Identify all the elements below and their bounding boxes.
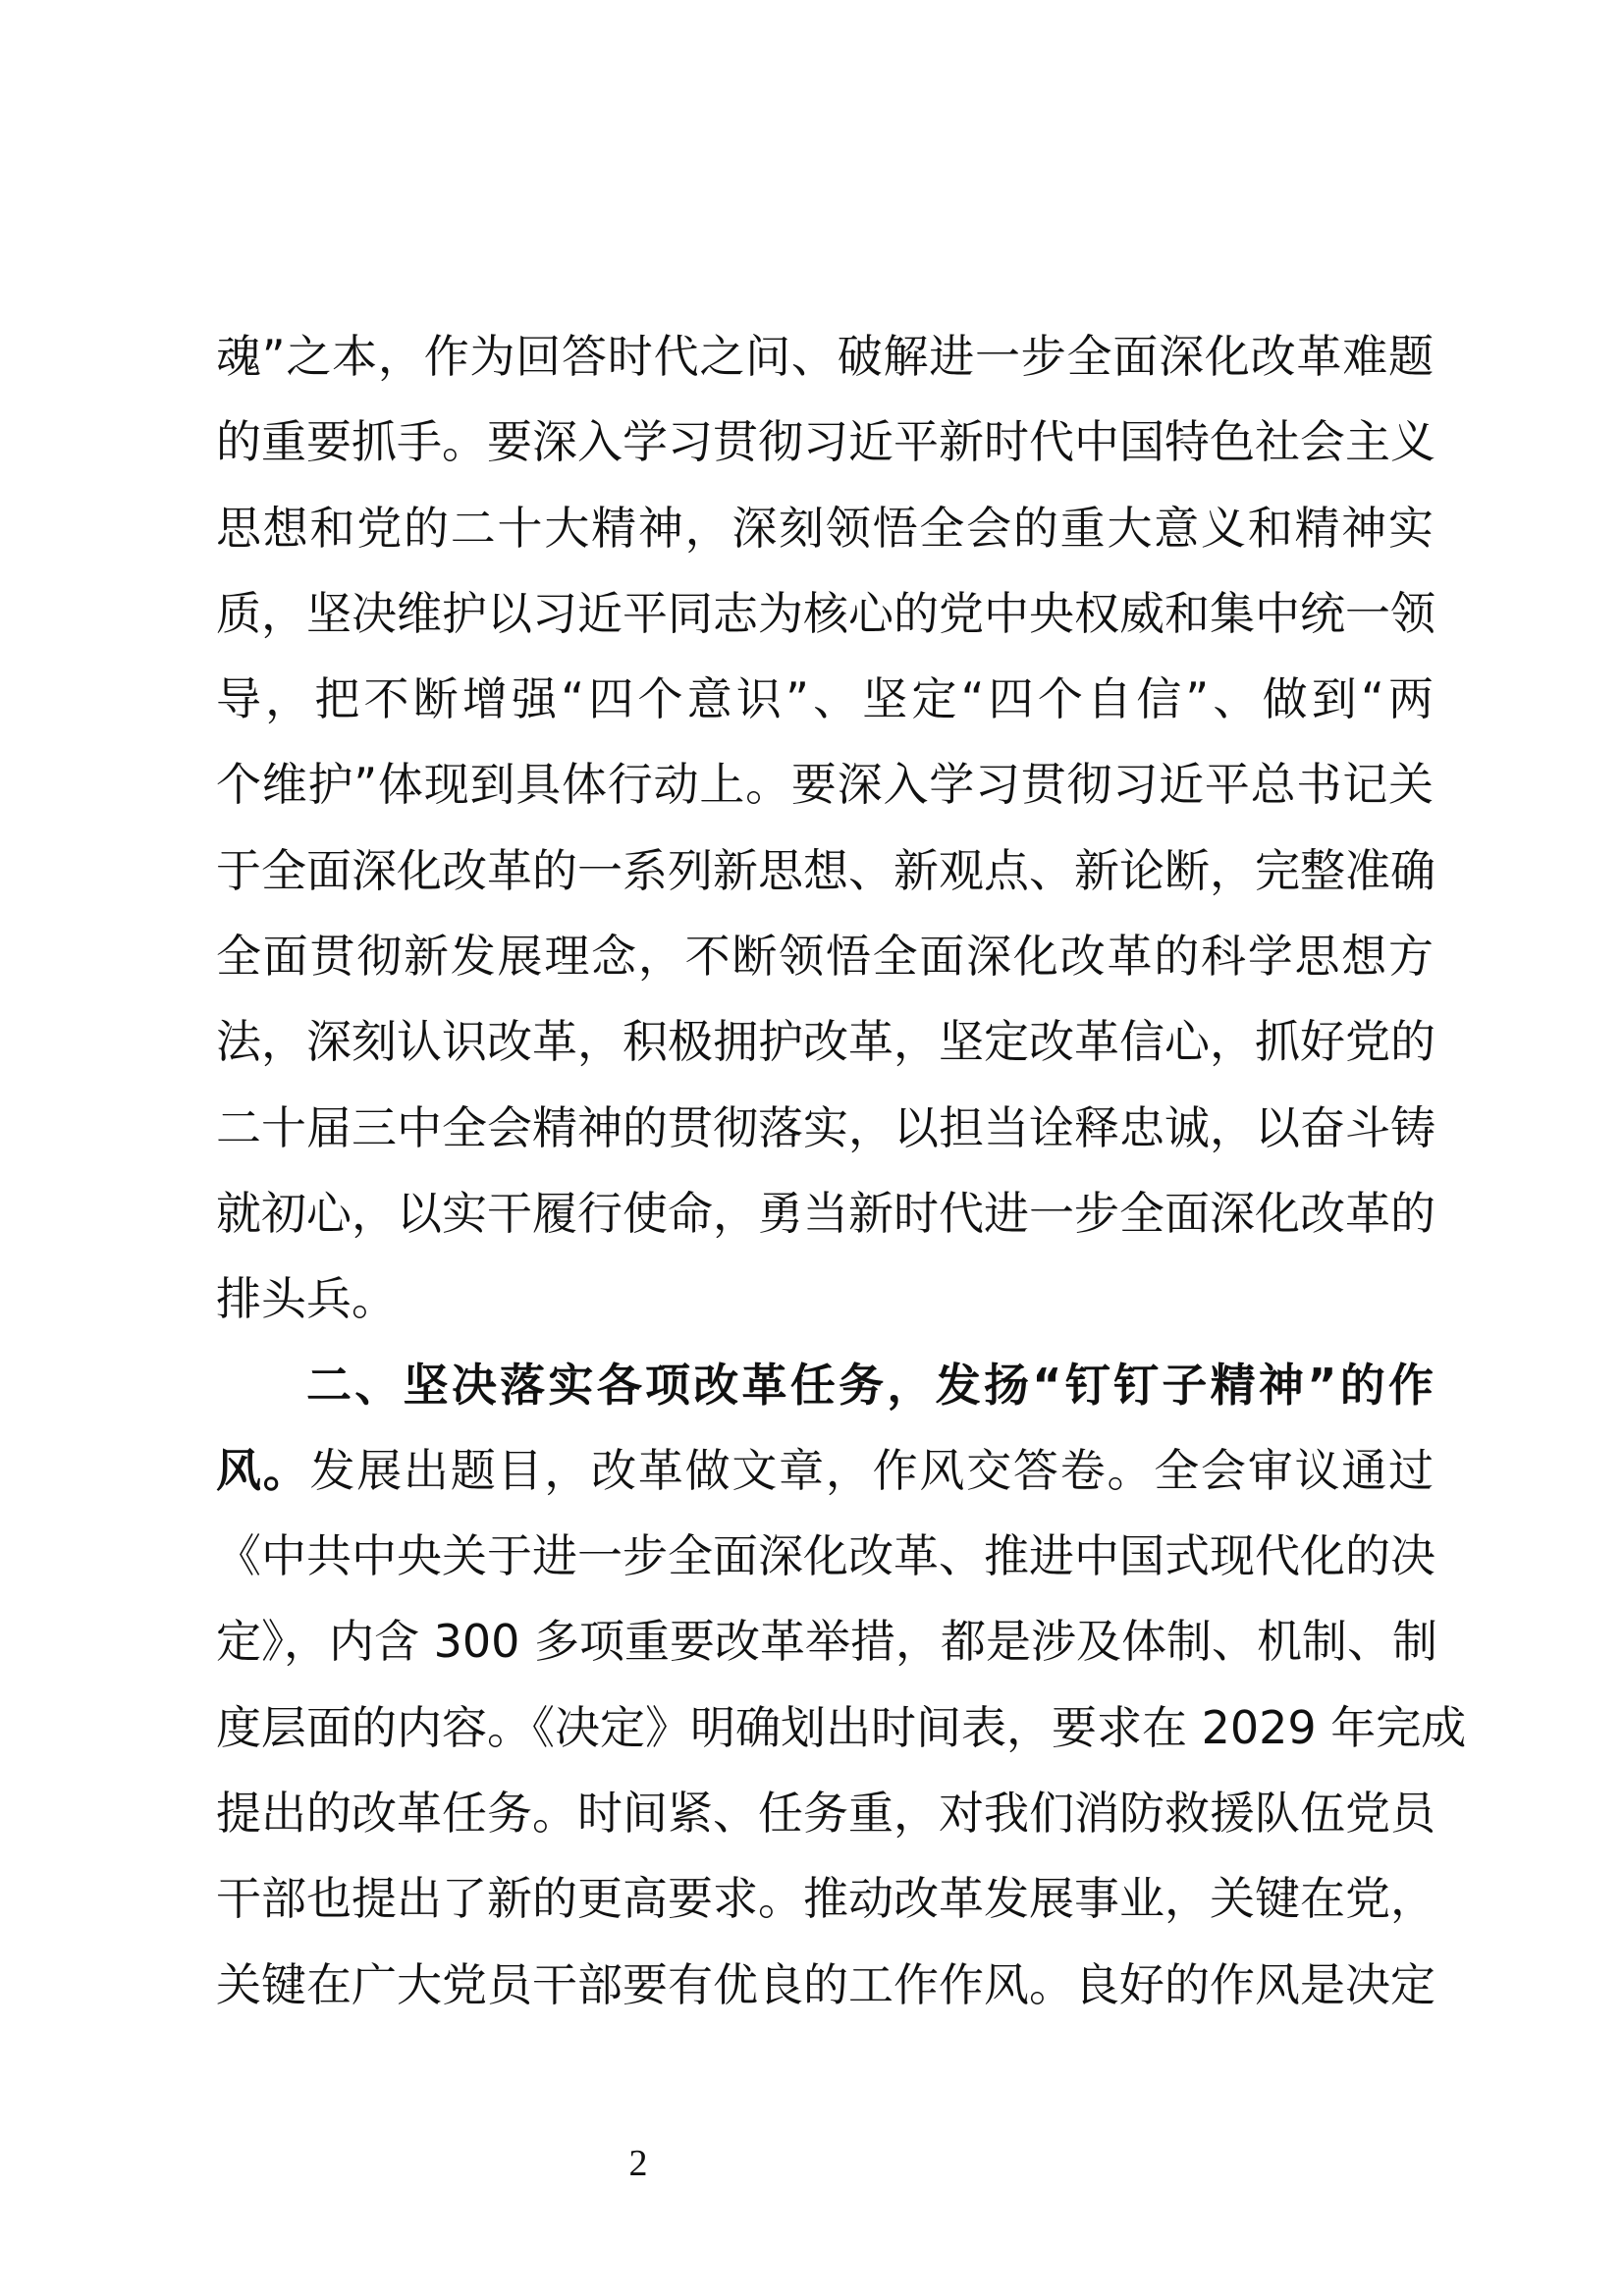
text-line: 全面贯彻新发展理念，不断领悟全面深化改革的科学思想方 [216, 930, 1434, 984]
text-line: 排头兵。 [216, 1272, 397, 1326]
text-line: 于全面深化改革的一系列新思想、新观点、新论断，完整准确 [216, 843, 1435, 897]
text-line: 导，把不断增强“四个意识”、坚定“四个自信”、做到“两 [216, 672, 1434, 726]
text-line: 个维护”体现到具体行动上。要深入学习贯彻习近平总书记关 [216, 758, 1434, 812]
section-text: 发展出题目，改革做文章，作风交答卷。全会审议通过 [309, 1443, 1435, 1497]
text-line: 干部也提出了新的更高要求。推动改革发展事业，关键在党， [216, 1872, 1435, 1926]
page-number: 2 [628, 2143, 648, 2184]
section-heading-continuation [216, 1428, 1434, 1514]
text-line: 《中共中央关于进一步全面深化改革、推进中国式现代化的决 [216, 1529, 1435, 1583]
text-line: 提出的改革任务。时间紧、任务重，对我们消防救援队伍党员 [216, 1787, 1435, 1841]
text-line: 定》，内含 300 多项重要改革举措，都是涉及体制、机制、制 [216, 1615, 1438, 1669]
document-body [216, 314, 1467, 2028]
text-line: 的重要抓手。要深入学习贯彻习近平新时代中国特色社会主义 [216, 415, 1435, 469]
section-heading-end: 风。 [216, 1443, 310, 1497]
text-line: 二十届三中全会精神的贯彻落实，以担当诠释忠诚，以奋斗铸 [216, 1100, 1435, 1154]
text-line: 质，坚决维护以习近平同志为核心的党中央权威和集中统一领 [216, 586, 1435, 640]
text-line: 度层面的内容。《决定》明确划出时间表，要求在 2029 年完成 [216, 1700, 1467, 1754]
text-line: 法，深刻认识改革，积极拥护改革，坚定改革信心，抓好党的 [216, 1015, 1435, 1069]
text-line: 思想和党的二十大精神，深刻领悟全会的重大意义和精神实 [216, 501, 1434, 555]
text-line: 关键在广大党员干部要有优良的工作作风。良好的作风是决定 [216, 1957, 1435, 2011]
text-line: 就初心，以实干履行使命，勇当新时代进一步全面深化改革的 [216, 1186, 1435, 1240]
section-heading: 二、坚决落实各项改革任务，发扬“钉钉子精神”的作 [306, 1358, 1434, 1412]
text-line: 魂”之本，作为回答时代之问、破解进一步全面深化改革难题 [216, 330, 1434, 383]
